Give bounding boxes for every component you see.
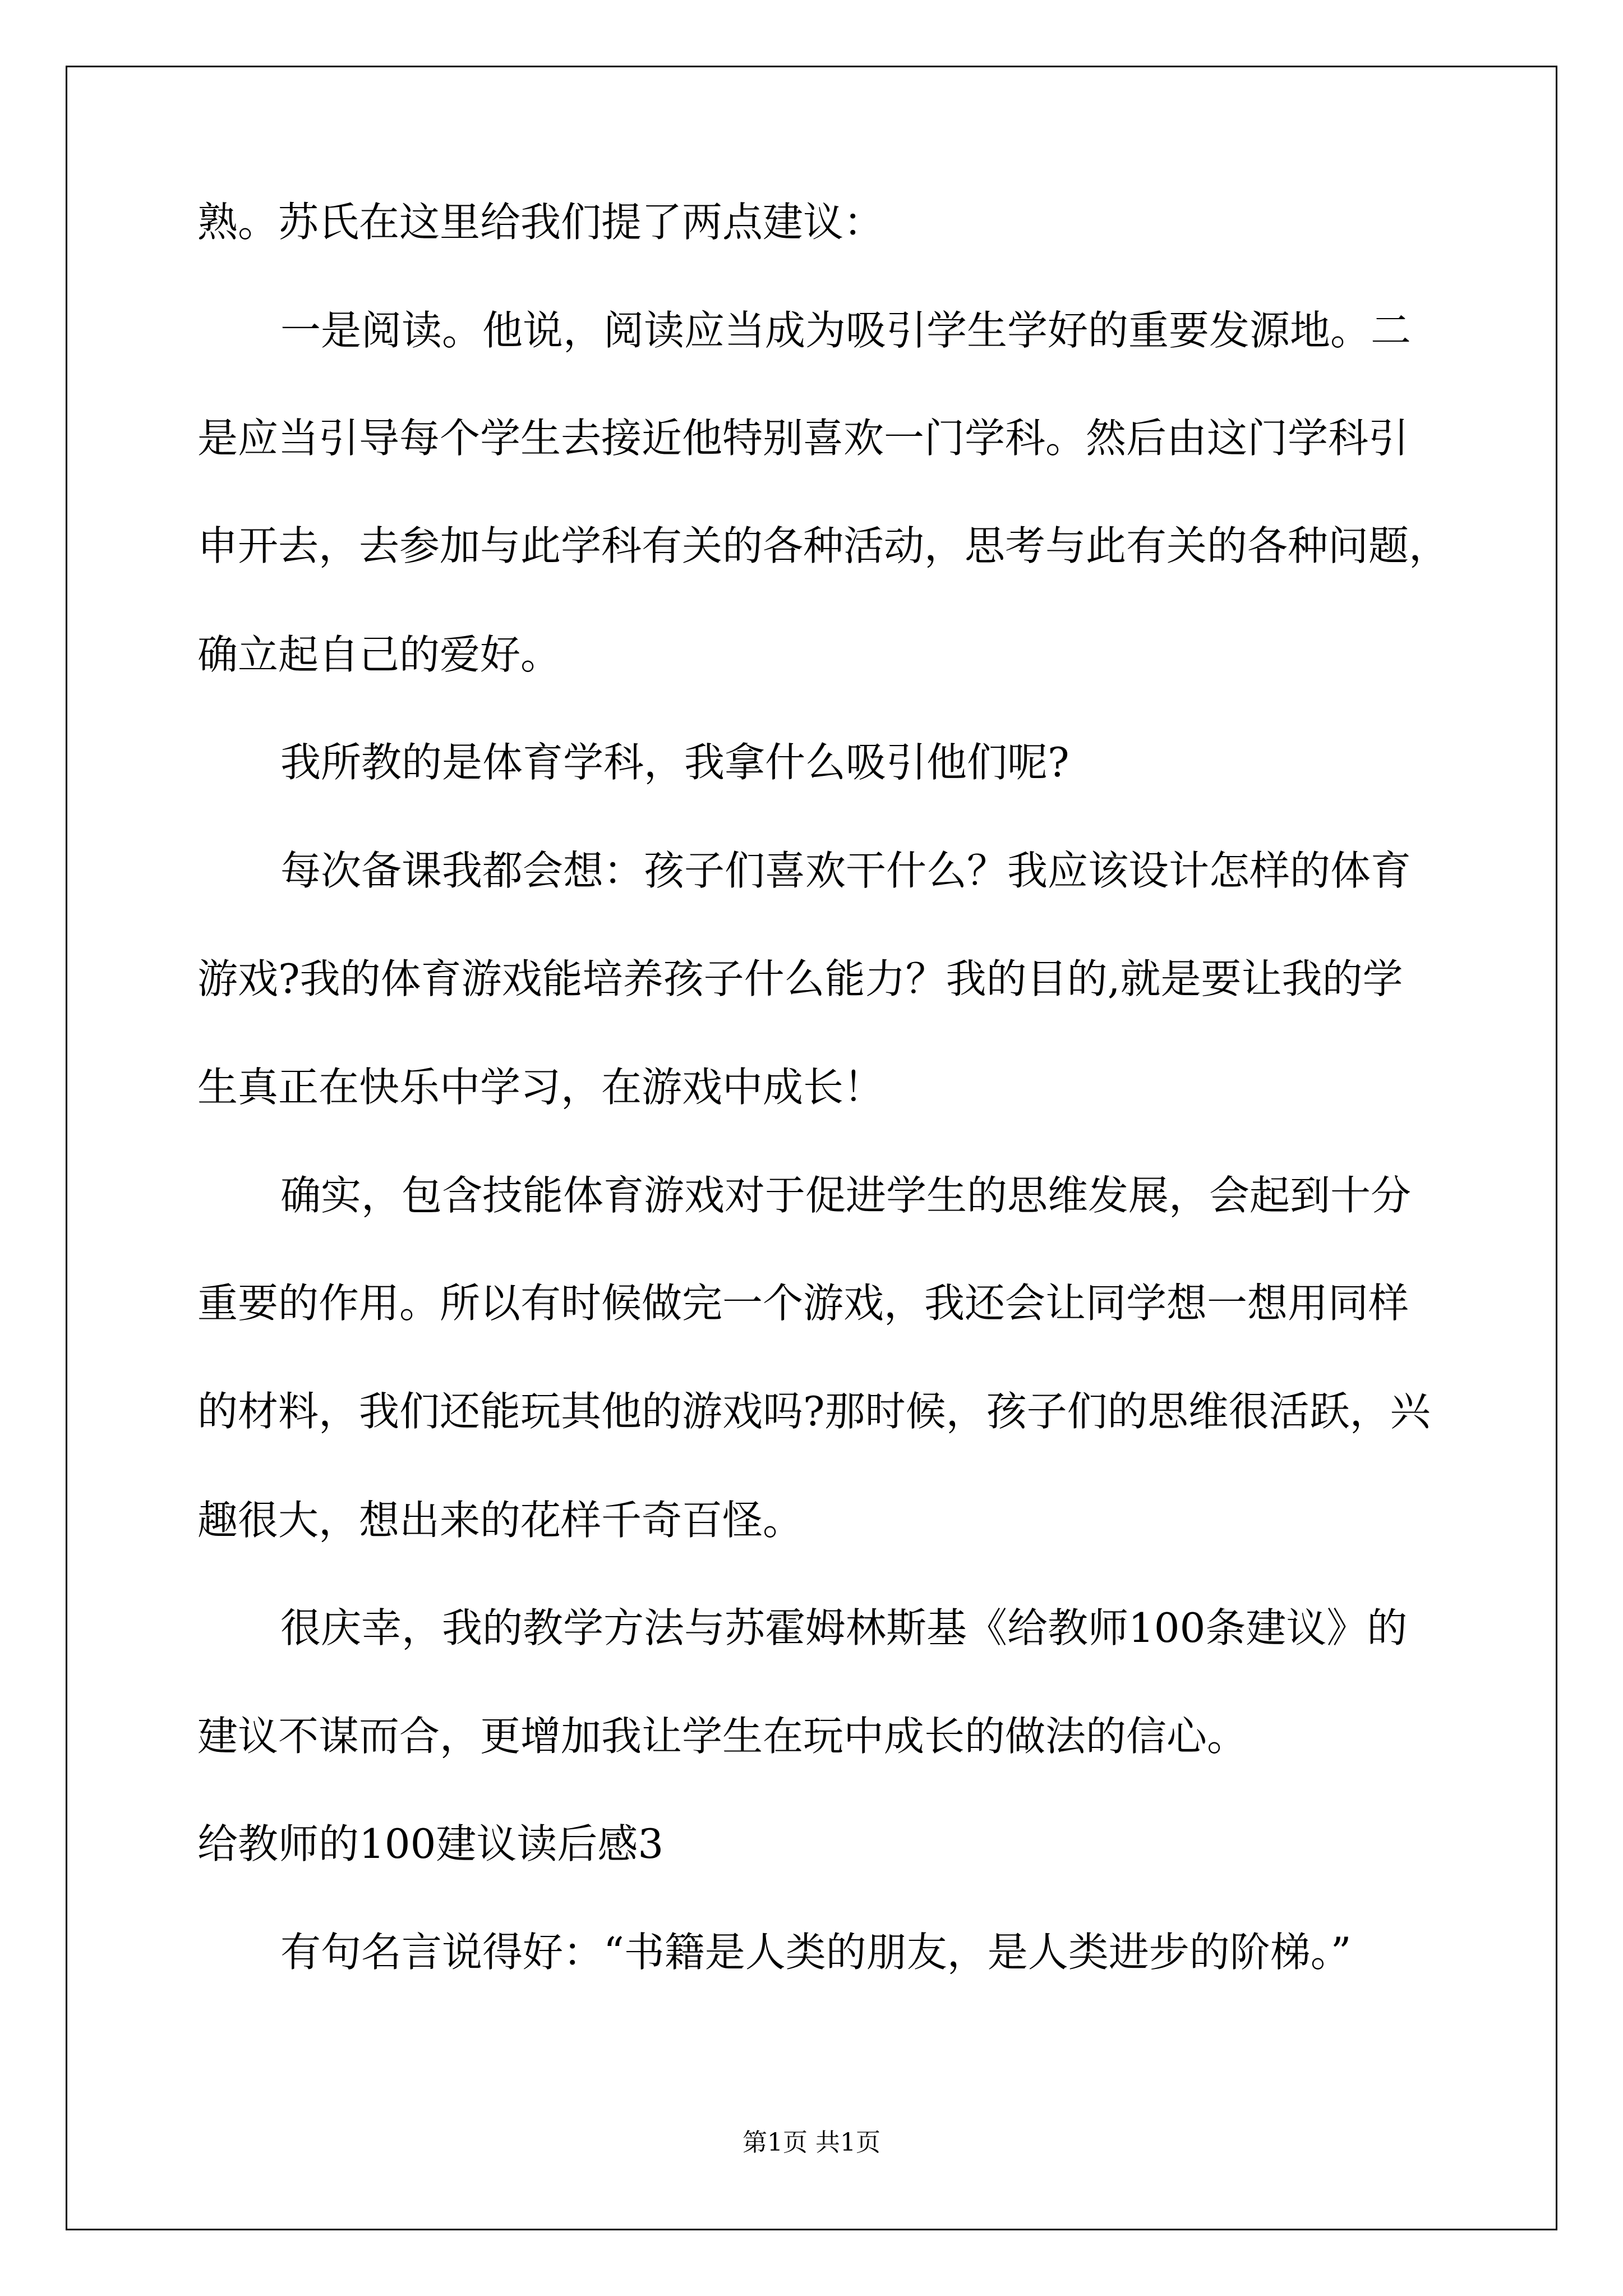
text-line: 一是阅读。他说，阅读应当成为吸引学生学好的重要发源地。二 [280,307,1412,354]
text-line: 建议不谋而合，更增加我让学生在玩中成长的做法的信心。 [197,1713,1248,1760]
text-line: 申开去，去参加与此学科有关的各种活动，思考与此有关的各种问题， [197,522,1450,569]
text-line: 很庆幸，我的教学方法与苏霍姆林斯基《给教师100条建议》的 [280,1604,1408,1651]
text-line: 确实，包含技能体育游戏对于促进学生的思维发展，会起到十分 [280,1172,1412,1219]
page-footer: 第1页 共1页 [743,2128,880,2157]
section-heading: 给教师的100建议读后感3 [197,1820,664,1867]
text-line: 的材料，我们还能玩其他的游戏吗?那时候，孩子们的思维很活跃，兴 [197,1388,1431,1435]
text-line: 有句名言说得好：“书籍是人类的朋友，是人类进步的阶梯。” [280,1929,1352,1976]
text-line: 游戏?我的体育游戏能培养孩子什么能力？我的目的,就是要让我的学 [197,955,1403,1002]
text-line: 每次备课我都会想：孩子们喜欢干什么？我应该设计怎样的体育 [280,847,1412,894]
text-line: 生真正在快乐中学习，在游戏中成长！ [197,1064,884,1111]
text-line: 我所教的是体育学科，我拿什么吸引他们呢? [280,739,1069,786]
text-line: 熟。苏氏在这里给我们提了两点建议： [197,199,884,246]
text-line: 重要的作用。所以有时候做完一个游戏，我还会让同学想一想用同样 [197,1280,1409,1327]
text-line: 是应当引导每个学生去接近他特别喜欢一门学科。然后由这门学科引 [197,415,1409,462]
page-border [66,66,1557,2230]
text-line: 趣很大，想出来的花样千奇百怪。 [197,1497,804,1544]
text-line: 确立起自己的爱好。 [197,631,561,678]
